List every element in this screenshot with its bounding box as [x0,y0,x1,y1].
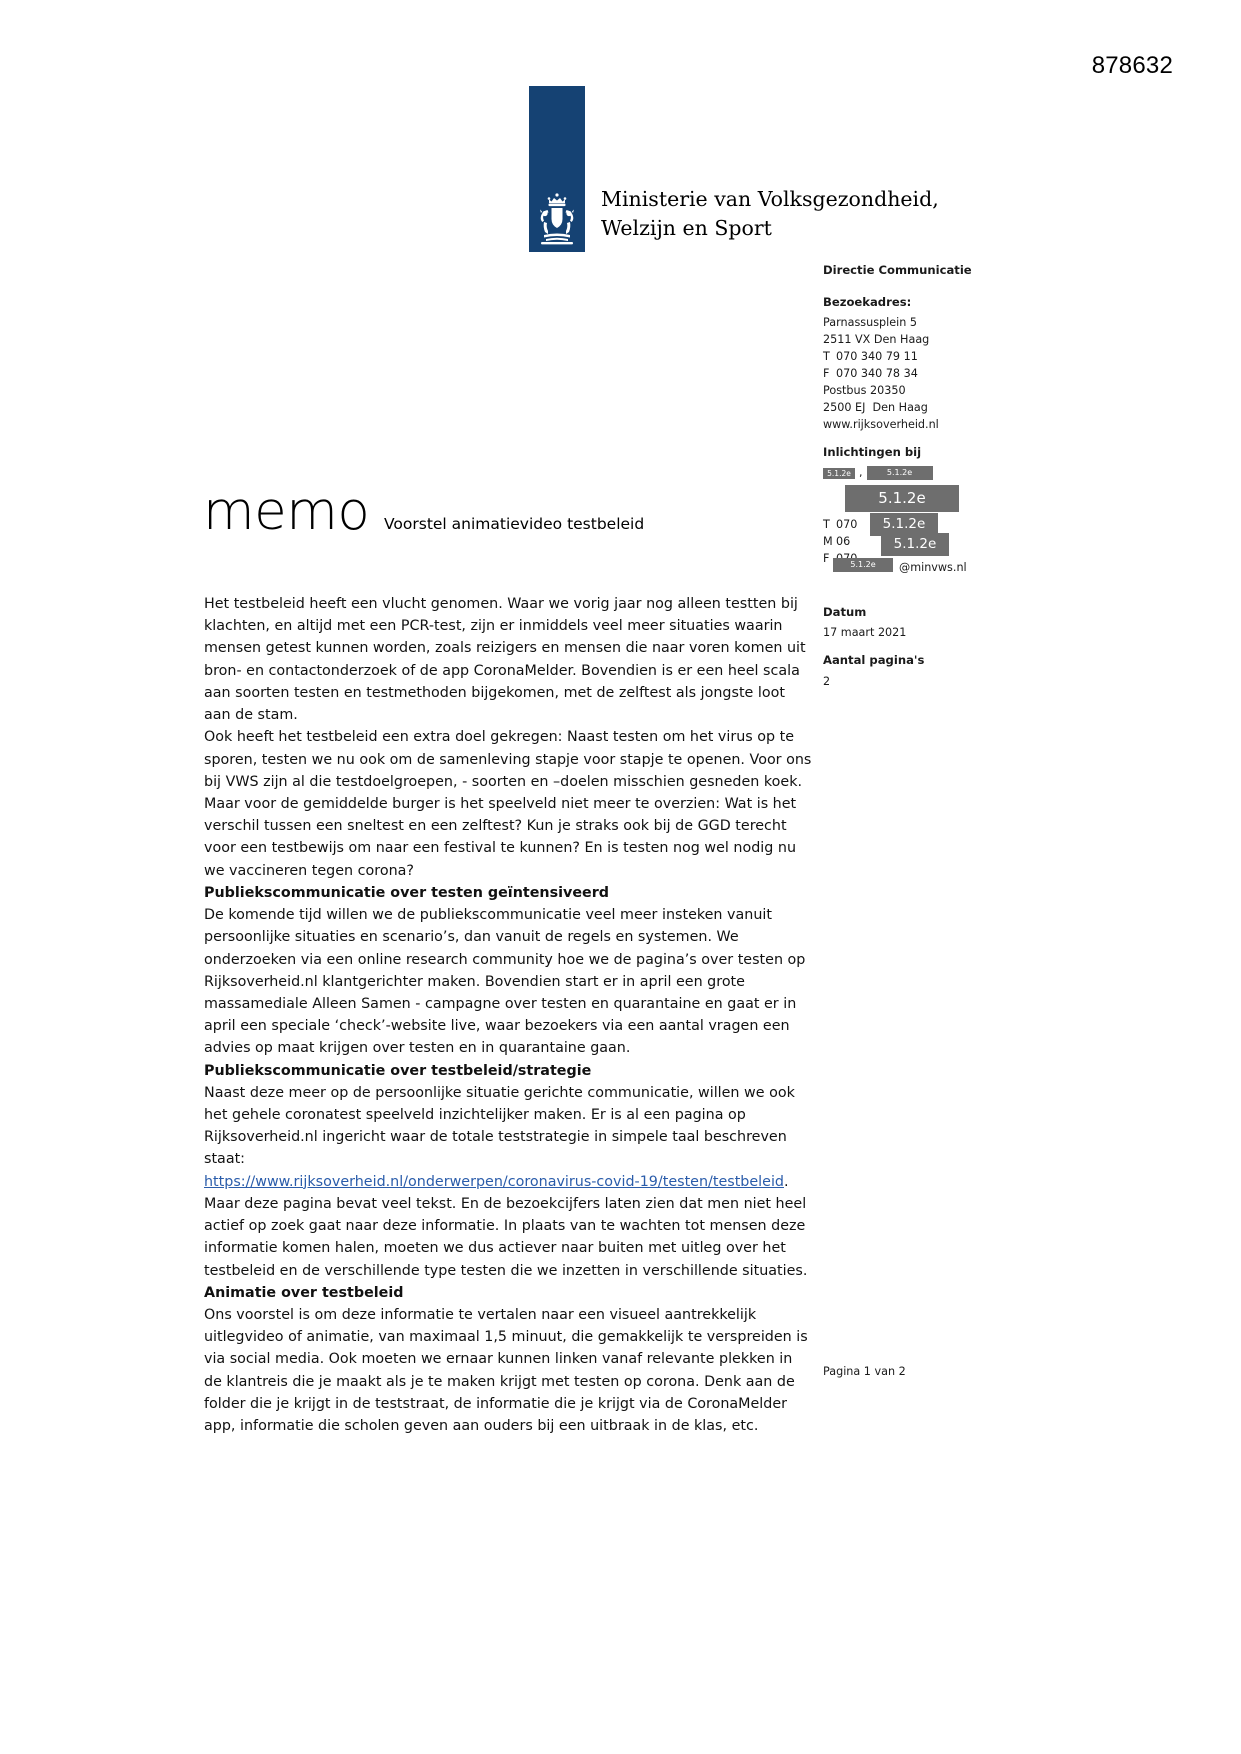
phone-label: T [823,350,830,364]
redaction-comma: , [859,465,863,479]
contact-phone-value: 070 [836,517,858,531]
date-label: Datum [823,604,867,619]
section-2-text-after-link: . Maar deze pagina bevat veel tekst. En de bezoekcijfers laten zien dat men niet heel actief op zoek gaat naar deze informatie. In plaats van te wachten tot mensen deze informatie komen halen, moeten we dus actiever naar buiten met uitleg over het testbeleid en de verschillende type testen die we inzetten in verschillende situaties. [204,1173,808,1279]
phone-value: 070 340 79 11 [836,350,918,364]
section-3-body: Ons voorstel is om deze informatie te vertalen naar een visueel aantrekkelijk uitlegvideo of animatie, van maximaal 1,5 minuut, die gemakkelijk te verspreiden is via social media. Ook moeten we ernaar kunnen linken vanaf relevante plekken in de klantreis die je maakt als je te maken krijgt met testen op corona. Denk aan de folder die je krijgt in de teststraat, de informatie die je krijgt via de CoronaMelder app, informatie die scholen geven aan ouders bij een uitbraak in de klas, etc. [204,1307,808,1435]
website-line: www.rijksoverheid.nl [823,418,939,432]
redaction-box-mobile: 5.1.2e [881,533,949,557]
memo-body [204,593,812,1437]
postbus-line: Postbus 20350 [823,384,906,398]
section-2-text-before-link: Naast deze meer op de persoonlijke situatie gerichte communicatie, willen we ook het gehele coronatest speelveld inzichtelijker maken. Er is al een pagina op Rijksoverheid.nl ingericht waar de totale teststrategie in simpele taal beschreven staat: [204,1084,795,1168]
section-2-heading: Publiekscommunicatie over testbeleid/strategie [204,1062,592,1079]
section-2-body [204,1082,812,1282]
page-footer: Pagina 1 van 2 [823,1365,906,1378]
ministry-logo [529,86,939,252]
metadata-sidebar [823,262,1063,690]
email-domain-suffix: @minvws.nl [899,560,967,574]
section-1-heading: Publiekscommunicatie over testen geïntensiveerd [204,884,610,901]
contact-mobile-value: 06 [836,534,851,548]
contact-phone-line [823,516,857,533]
intro-paragraph-1: Het testbeleid heeft een vlucht genomen. Waar we vorig jaar nog alleen testten bij klachten, en altijd met een PCR-test, zijn er inmiddels veel meer situaties waarin mensen getest kunnen worden, zoals reizigers en mensen die naar voren komen uit bron- en contactonderzoek of de app CoronaMelder. Bovendien is er een heel scala aan soorten testen en testmethoden bijgekomen, met de zelftest als jongste loot aan de stam. [204,596,806,724]
postcode-city-line: 2500 EJ Den Haag [823,401,928,415]
fax-label: F [823,367,830,381]
section-3-heading: Animatie over testbeleid [204,1284,404,1301]
document-id-number: 878632 [1091,52,1173,79]
fax-value: 070 340 78 34 [836,367,918,381]
contact-fax-label: F [823,551,830,565]
ministry-name-line2: Welzijn en Sport [601,215,772,240]
netherlands-coat-of-arms-icon [535,191,579,247]
redaction-box-first-name: 5.1.2e [823,468,855,480]
page-count-value: 2 [823,674,831,688]
address-line-2: 2511 VX Den Haag [823,333,930,347]
inlichtingen-label: Inlichtingen bij [823,445,922,460]
fax-line [823,365,1063,382]
visiting-address-label: Bezoekadres: [823,294,912,309]
contact-mobile-label: M [823,534,833,548]
testbeleid-url-link[interactable]: https://www.rijksoverheid.nl/onderwerpen/coronavirus-covid-19/testen/testbeleid [204,1173,784,1190]
ministry-name [601,185,939,252]
page-count-label: Aantal pagina's [823,653,925,668]
section-1-body: De komende tijd willen we de publiekscommunicatie veel meer insteken vanuit persoonlijke situaties en scenario’s, dan vanuit de regels en systemen. We onderzoeken via een online research community hoe we de pagina’s over testen op Rijksoverheid.nl klantgerichter maken. Bovendien start er in april een grote massamediale Alleen Samen - campagne over testen en quarantaine en gaat er in april een speciale ‘check’-website live, waar bezoekers via een aantal vragen een advies op maat krijgen over testen en in quarantaine gaan. [204,907,806,1057]
intro-paragraph-2: Ook heeft het testbeleid een extra doel gekregen: Naast testen om het virus op te sporen, testen we nu ook om de samenleving stapje voor stapje te openen. Voor ons bij VWS zijn al die testdoelgroepen, - soorten en –doelen misschien gesneden koek. Maar voor de gemiddelde burger is het speelveld niet meer te overzien: Wat is het verschil tussen een sneltest en een zelftest? Kun je straks ook bij de GGD terecht voor een testbewijs om naar een festival te kunnen? En is testen nog wel nodig nu we vaccineren tegen corona? [204,729,812,879]
redaction-box-email-local: 5.1.2e [833,558,893,572]
page-title: memo [203,481,370,542]
directorate-label: Directie Communicatie [823,263,972,277]
redaction-box-function: 5.1.2e [845,485,959,512]
redaction-row-function [823,485,1063,512]
redaction-box-phone: 5.1.2e [870,513,938,537]
ministry-name-line1: Ministerie van Volksgezondheid, [601,187,939,212]
phone-line [823,348,1063,365]
redaction-row-name [823,465,1063,482]
logo-blue-bar [529,86,585,252]
date-value: 17 maart 2021 [823,626,907,640]
contact-details-block [823,516,1063,578]
redaction-box-last-name: 5.1.2e [867,466,933,480]
address-line-1: Parnassusplein 5 [823,316,917,330]
contact-mobile-line [823,533,850,550]
contact-phone-label: T [823,517,830,531]
memo-subtitle: Voorstel animatievideo testbeleid [384,515,645,533]
